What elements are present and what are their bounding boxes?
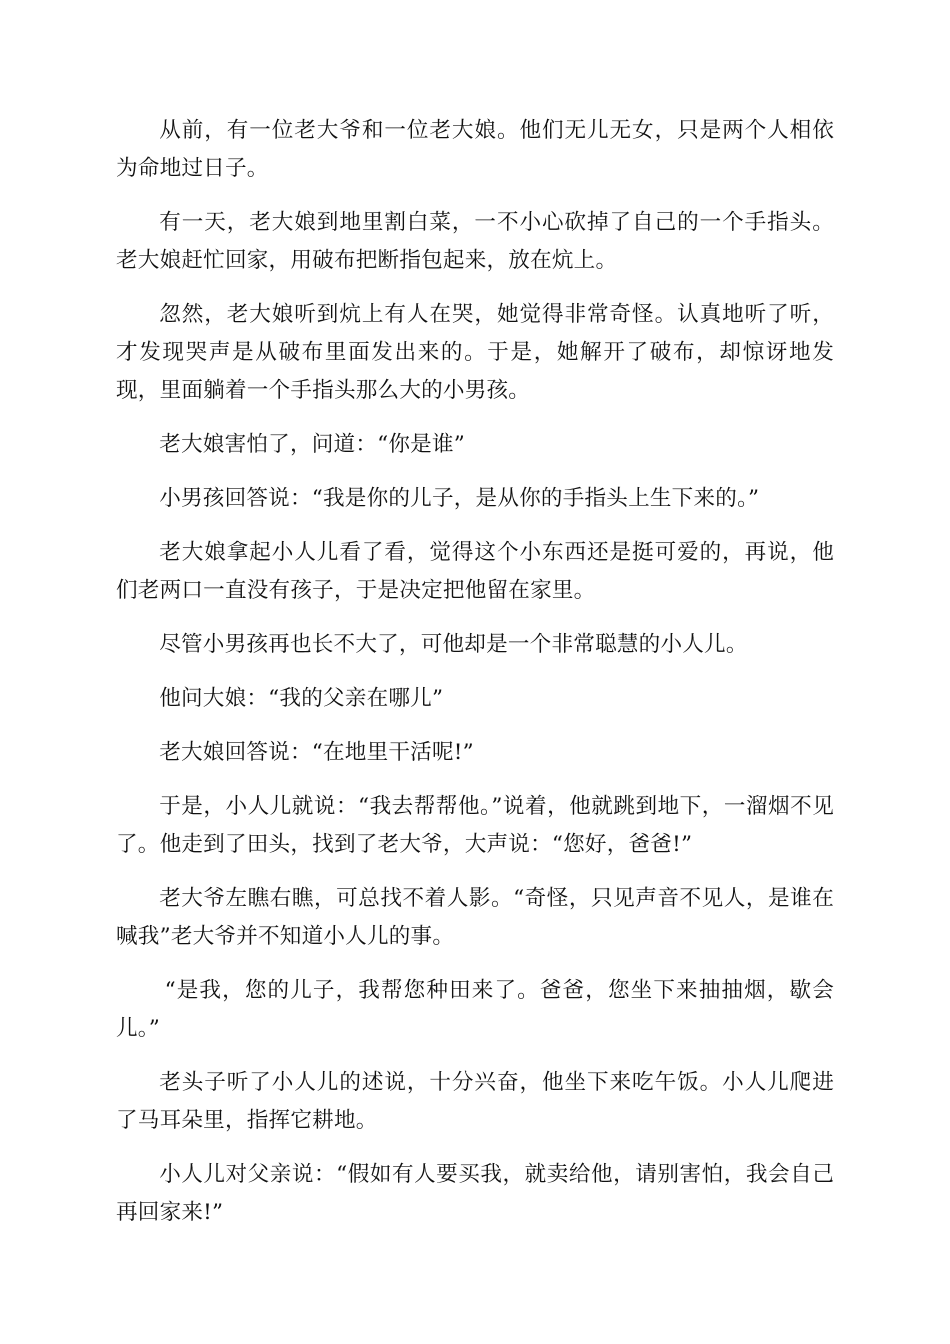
paragraph: “是我，您的儿子，我帮您种田来了。爸爸，您坐下来抽抽烟，歇会儿。” (116, 978, 834, 1041)
paragraph: 忽然，老大娘听到炕上有人在哭，她觉得非常奇怪。认真地听了听，才发现哭声是从破布里面发出来的。于是，她解开了破布，却惊讶地发现，里面躺着一个手指头那么大的小男孩。 (116, 302, 834, 403)
paragraph: 有一天，老大娘到地里割白菜，一不小心砍掉了自己的一个手指头。老大娘赶忙回家，用破布把断指包起来，放在炕上。 (116, 210, 834, 273)
paragraph: 小人儿对父亲说：“假如有人要买我，就卖给他，请别害怕，我会自己再回家来!” (116, 1162, 834, 1225)
paragraph: 于是，小人儿就说：“我去帮帮他。”说着，他就跳到地下，一溜烟不见了。他走到了田头，找到了老大爷，大声说：“您好，爸爸!” (116, 794, 834, 857)
paragraph: 老大娘回答说：“在地里干活呢!” (159, 740, 474, 765)
story-body (116, 112, 834, 1232)
paragraph: 小男孩回答说：“我是你的儿子，是从你的手指头上生下来的。” (159, 486, 760, 511)
paragraph: 老大娘害怕了，问道：“你是谁” (159, 432, 465, 457)
paragraph: 尽管小男孩再也长不大了，可他却是一个非常聪慧的小人儿。 (159, 632, 748, 657)
paragraph: 老头子听了小人儿的述说，十分兴奋，他坐下来吃午饭。小人儿爬进了马耳朵里，指挥它耕地。 (116, 1070, 834, 1133)
paragraph: 老大娘拿起小人儿看了看，觉得这个小东西还是挺可爱的，再说，他们老两口一直没有孩子，于是决定把他留在家里。 (116, 540, 834, 603)
paragraph: 他问大娘：“我的父亲在哪儿” (159, 686, 444, 711)
paragraph: 老大爷左瞧右瞧，可总找不着人影。“奇怪，只见声音不见人，是谁在喊我”老大爷并不知道小人儿的事。 (116, 886, 834, 949)
paragraph: 从前，有一位老大爷和一位老大娘。他们无儿无女，只是两个人相依为命地过日子。 (116, 118, 834, 181)
